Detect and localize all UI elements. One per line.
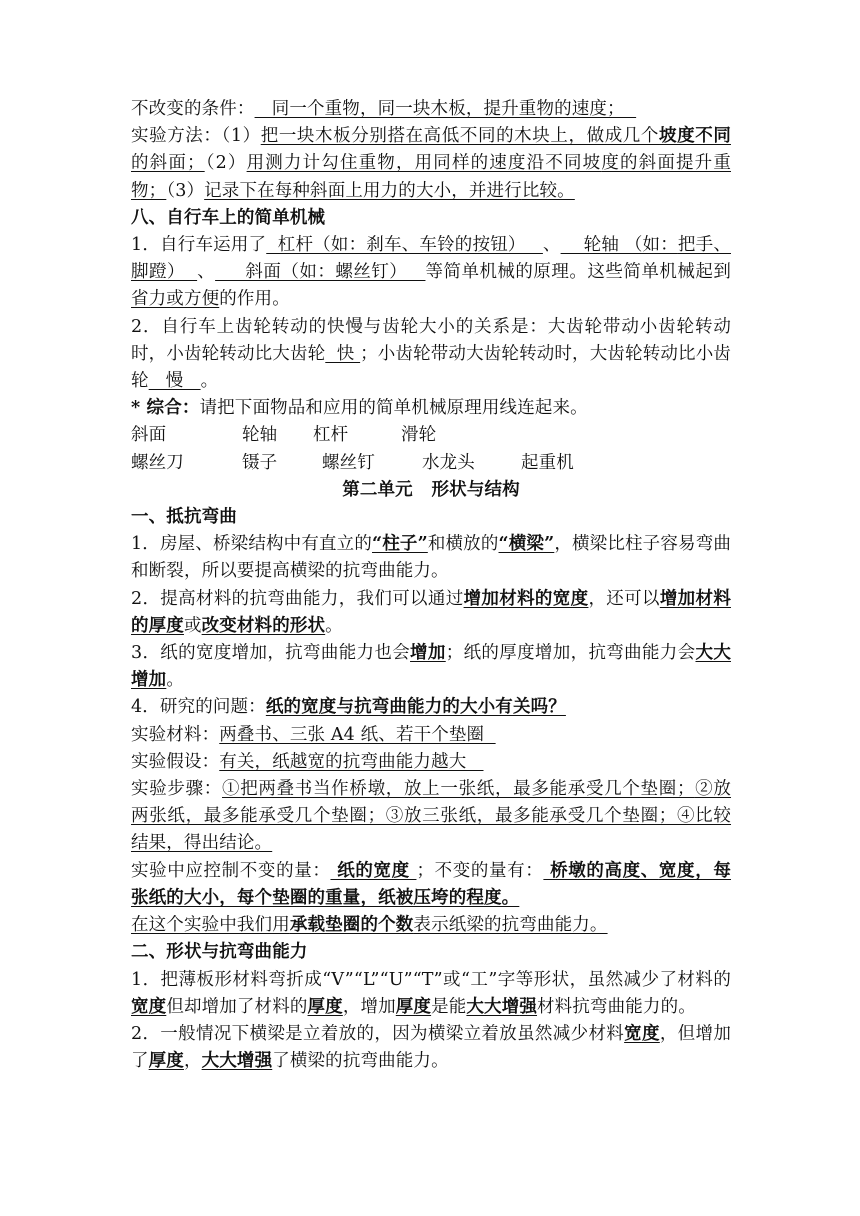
text: 、 [197,262,216,283]
answer-blank-bold: 桥墩的高度、 [543,860,659,881]
answer-blank: 的斜面； [131,153,205,174]
answer-blank: 表示纸梁的抗弯曲能力。 [413,915,608,936]
paragraph-bicycle-machines [131,232,731,314]
answer-blank-bold: 强 [519,996,538,1017]
text: 实验中应控制不变的量： [131,860,331,881]
answer-blank: 在这个实验中我们用 [131,915,290,936]
answer-blank: 省力或方便 [131,289,220,310]
paragraph-controlled-variables [131,858,731,912]
text: 但却增加了材料的 [166,996,308,1017]
text: 。 [325,615,343,636]
text: 材料抗弯曲能力的。 [537,996,696,1017]
text: 。 [166,670,184,691]
section-heading-shape: 二、形状与抗弯曲能力 [131,942,308,963]
paragraph-unchanged-conditions [131,96,731,205]
answer-blank: 把手、脚蹬） [131,235,731,283]
answer-blank-bold: 厚度 [307,996,343,1017]
paragraph-materials [131,722,731,749]
text: 2．一般情况下横梁是立着放的，因为横梁立着放虽然减少材料 [131,1023,625,1044]
answer-blank: ①把两叠书当作桥墩，放上一张纸，最多能承受几个垫圈； [222,779,695,800]
answer-blank: 圈；④比较结果，得出结论。 [131,806,732,854]
text: 的作用。 [219,289,290,310]
answer-blank-bold: 坡度不同 [659,126,731,147]
answer-blank: ②放两张纸，最多能承受几个垫圈；③放三张纸，最多能承受几个垫 [131,779,732,827]
answer-blank-bold: 厚度 [148,1051,184,1072]
answer-blank: 斜面（如：螺丝钉） [215,262,426,283]
text: ；小齿轮带动大齿轮转动时， [360,343,590,364]
text: 1．房屋、桥梁结构中有直立的 [131,534,373,555]
text: 1．自行车运用了 [131,235,267,256]
text-bold: * 综合： [131,398,200,419]
answer-blank: 度的斜面提升重物； [131,153,731,201]
text: 实验假设： [131,751,220,772]
text: （2） [204,153,247,174]
text: 。 [200,371,219,392]
paragraph-matching [131,395,731,422]
paragraph-measure [131,912,731,939]
answer-blank-bold: 大大增强 [201,1051,273,1072]
paragraph-beams [131,531,731,585]
section-heading-bicycle: 八、自行车上的简单机械 [131,207,326,228]
text: 等简单机械的原理。这 [425,262,606,283]
text: ， [183,1051,202,1072]
text: 实验材料： [131,724,220,745]
text: 3．纸的宽度增加，抗弯曲能力也会 [131,643,411,664]
text: 和横放的 [427,534,499,555]
text: 些简单机械起到 [605,262,731,283]
text: 、 [542,235,561,256]
text: 虽然减少了材料的 [587,969,732,990]
paragraph-gears [131,314,731,396]
answer-blank: 快 [325,343,361,364]
answer-blank-bold: 增加 [410,643,446,664]
answer-blank-bold: 增加材料的宽度 [463,588,589,609]
unit-title: 第二单元 形状与结构 [342,479,520,500]
text: 大齿轮转动比小齿轮 [131,343,732,392]
paragraph-paper-width [131,640,731,694]
matching-row-principles [131,422,731,449]
answer-blank: 两叠书、三张 A4 纸、若干个垫圈 [219,724,496,745]
section-heading-resist-bending: 一、抵抗弯曲 [131,507,237,528]
answer-blank: 杠杆（如：刹车、车铃的按钮） [266,235,543,256]
text: 1．把薄板形材料弯折成“V”“L”“U”“T”或“工”字等形状， [131,969,588,990]
text: ， [659,1023,678,1044]
answer-blank-bold: 宽度 [624,1023,660,1044]
match-item: 滑轮 [401,425,437,446]
answer-blank-bold: “柱子” [372,534,428,555]
answer-blank: 慢 [148,371,201,392]
match-item: 螺丝钉 [322,452,375,473]
text: 2．自行车上齿轮转动的快慢与齿轮大小的关系是：大齿轮带动小齿 [131,316,677,337]
answer-blank-bold: 大大增加 [131,643,731,691]
text: 请把下面物品和应用的简单机械原理用线连起来。 [199,398,588,419]
match-item: 斜面 [131,425,167,446]
match-item: 杠杆 [313,425,349,446]
answer-blank: 用测力计勾住重物，用同样的速度沿不同坡 [246,153,602,174]
answer-blank: 把一块木板分别搭在高低不同的木块上，做成几个 [260,126,660,147]
match-item: 起重机 [521,452,574,473]
text: 实验步骤： [131,779,222,800]
text: 2．提高材料的抗弯曲能力，我们可以通过 [131,588,464,609]
answer-blank-bold: “横梁” [498,534,555,555]
match-item: 水龙头 [422,452,475,473]
paragraph-beam-orientation [131,1021,731,1075]
answer-blank-bold: 改变材料的形状 [201,615,326,636]
text: 实验方法：（1） [131,126,261,147]
paragraph-improve-bending [131,586,731,640]
text: 力会 [659,643,696,664]
text: 但增加了 [131,1023,731,1072]
paragraph-hypothesis [131,749,731,776]
text: 了横梁的抗弯曲能力。 [272,1051,449,1072]
answer-blank-bold: 承载垫圈的个数 [289,915,414,936]
text: ，横梁比 [554,534,626,555]
text: 或 [183,615,202,636]
text: ；不变的量有： [416,860,544,881]
answer-blank-bold: 大大增 [466,996,520,1017]
document-page [131,96,731,1075]
paragraph-steps [131,776,731,858]
text: ；纸的厚度增加，抗弯曲能 [445,643,660,664]
answer-blank: 同一个重物，同一块木板，提升重物的速度； [254,99,637,119]
text: 柱子容易弯曲和断裂，所以要提高横梁的抗弯曲能力。 [131,534,732,582]
answer-blank-bold: 增加材料的厚度 [131,588,731,636]
text: 不改变的条件： [131,99,255,119]
text: 是能 [431,996,467,1017]
answer-blank: 轮轴 （如： [560,235,678,256]
answer-blank-bold: 纸的宽度 [330,860,417,881]
answer-blank: 记录下在每种斜面上用力的大小，并进行 [204,180,522,201]
answer-blank: 比较。 [521,180,575,201]
text: （3） [166,180,205,201]
text: ，还可以 [588,588,660,609]
match-item: 轮轴 [242,425,278,446]
answer-blank-bold: 纸的宽度与抗弯曲能力的大小有关吗？ [265,697,566,718]
match-item: 镊子 [242,452,278,473]
answer-blank-bold: 宽度 [131,996,167,1017]
match-item: 螺丝刀 [131,452,184,473]
answer-blank-bold: 厚度 [395,996,432,1017]
text: 4．研究的问题： [131,697,266,718]
paragraph-folding-shapes [131,967,731,1021]
matching-row-objects [131,450,731,477]
paragraph-research-question [131,694,731,721]
answer-blank-bold: 宽度，每张纸的大小，每个垫圈的重量，纸被压垮的程度。 [131,860,731,908]
text: ，增加 [342,996,396,1017]
text: 轮转动时，小齿轮转动比大齿轮 [131,316,731,364]
answer-blank: 有关，纸越宽的抗弯曲能力越大 [219,751,484,772]
